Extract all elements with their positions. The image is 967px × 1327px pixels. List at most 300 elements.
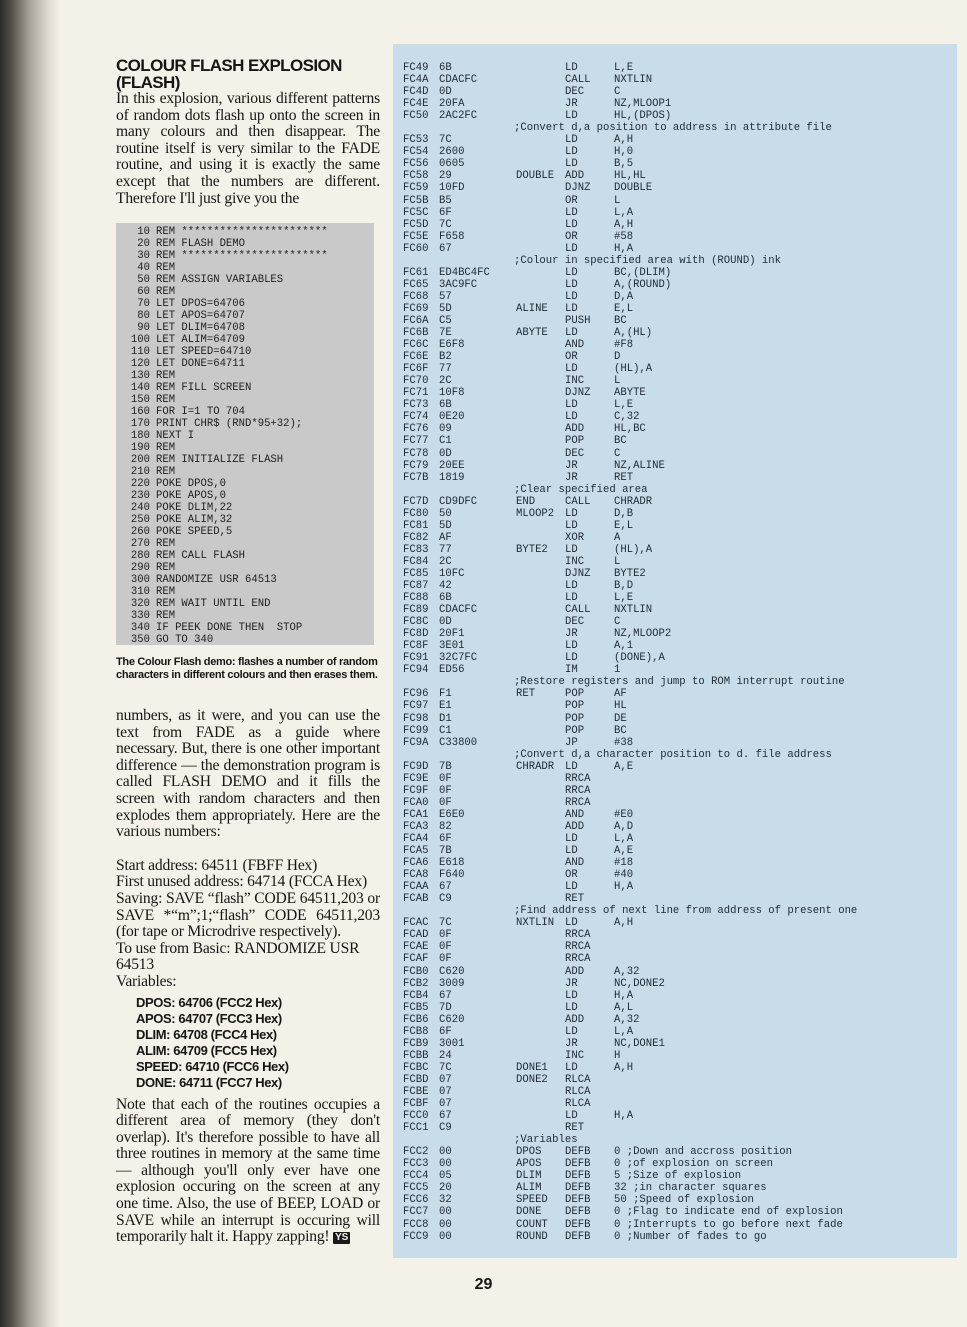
asm-operand: RET <box>614 471 634 484</box>
basic-line <box>116 502 374 514</box>
asm-line <box>403 1074 953 1086</box>
asm-label: COUNT <box>516 1218 548 1231</box>
asm-hex-bytes: C1 <box>439 435 452 448</box>
asm-operand: C <box>614 86 621 99</box>
asm-opcode: DEFB <box>565 1182 591 1195</box>
asm-hex-bytes: 2AC2FC <box>439 110 478 123</box>
basic-line <box>116 406 374 418</box>
line-statement: POKE DPOS,0 <box>156 478 226 490</box>
asm-opcode: LD <box>565 507 578 520</box>
asm-hex-bytes: 6B <box>439 62 452 74</box>
asm-address: FC83 <box>403 543 429 556</box>
line-statement: RANDOMIZE USR 64513 <box>156 574 277 586</box>
asm-operand: NXTLIN <box>614 74 653 87</box>
asm-hex-bytes: 7C <box>439 917 452 930</box>
line-statement: NEXT I <box>156 430 195 442</box>
basic-line <box>116 442 374 454</box>
asm-address: FC97 <box>403 700 429 713</box>
asm-operand: A,32 <box>614 965 640 978</box>
asm-address: FC6A <box>403 314 429 327</box>
asm-opcode: DJNZ <box>565 387 591 400</box>
asm-line <box>403 387 953 399</box>
asm-line <box>403 1219 953 1231</box>
asm-hex-bytes: E618 <box>439 857 465 870</box>
asm-opcode: POP <box>565 688 585 701</box>
asm-hex-bytes: 3001 <box>439 1037 465 1050</box>
asm-opcode: LD <box>565 411 578 424</box>
asm-address: FC6F <box>403 363 429 376</box>
asm-address: FC73 <box>403 399 429 412</box>
basic-line <box>116 586 374 598</box>
asm-hex-bytes: C9 <box>439 1122 452 1135</box>
asm-hex-bytes: 24 <box>439 1049 452 1062</box>
asm-opcode: INC <box>565 1049 585 1062</box>
asm-address: FC6B <box>403 327 429 340</box>
asm-opcode: OR <box>565 194 578 207</box>
asm-opcode: JR <box>565 459 578 472</box>
asm-operand: L,A <box>614 206 634 219</box>
asm-opcode: CALL <box>565 604 591 617</box>
asm-address: FCC6 <box>403 1194 429 1207</box>
basic-line <box>116 466 374 478</box>
basic-line <box>116 334 374 346</box>
basic-line <box>116 346 374 358</box>
line-number: 160 <box>130 406 150 418</box>
asm-line <box>403 821 953 833</box>
asm-opcode: LD <box>565 158 578 171</box>
asm-hex-bytes: 7E <box>439 327 452 340</box>
asm-label: RET <box>516 688 536 701</box>
line-statement: REM <box>156 538 176 550</box>
asm-line <box>403 833 953 845</box>
asm-address: FC68 <box>403 290 429 303</box>
basic-usage: To use from Basic: RANDOMIZE USR 64513 <box>116 939 360 974</box>
asm-address: FC9E <box>403 772 429 785</box>
asm-opcode: ADD <box>565 820 585 833</box>
line-number: 70 <box>137 298 150 310</box>
asm-address: FC6E <box>403 351 429 364</box>
asm-address: FC77 <box>403 435 429 448</box>
basic-line <box>116 430 374 442</box>
asm-hex-bytes: 0F <box>439 929 452 942</box>
asm-opcode: INC <box>565 555 585 568</box>
asm-hex-bytes: 0E20 <box>439 411 465 424</box>
asm-opcode: DEFB <box>565 1158 591 1171</box>
asm-line <box>403 243 953 255</box>
asm-hex-bytes: 7C <box>439 218 452 231</box>
asm-hex-bytes: 42 <box>439 580 452 593</box>
asm-operand: 32 ;in character squares <box>614 1182 767 1195</box>
asm-operand: A,E <box>614 845 634 858</box>
line-number: 340 <box>130 622 150 634</box>
asm-line <box>403 86 953 98</box>
line-statement: REM <box>156 262 176 274</box>
line-number: 330 <box>130 610 150 622</box>
asm-address: FCAF <box>403 953 429 966</box>
asm-opcode: LD <box>565 206 578 219</box>
asm-hex-bytes: 57 <box>439 290 452 303</box>
asm-operand: L,E <box>614 592 634 605</box>
asm-address: FC89 <box>403 604 429 617</box>
asm-opcode: ADD <box>565 170 585 183</box>
asm-address: FCB4 <box>403 989 429 1002</box>
asm-address: FCA3 <box>403 820 429 833</box>
asm-address: FC7D <box>403 495 429 508</box>
asm-comment-line <box>403 484 953 496</box>
asm-address: FC5E <box>403 230 429 243</box>
asm-opcode: JR <box>565 977 578 990</box>
basic-line <box>116 298 374 310</box>
asm-label: DONE1 <box>516 1061 548 1074</box>
asm-address: FC96 <box>403 688 429 701</box>
asm-line <box>403 303 953 315</box>
asm-line <box>403 893 953 905</box>
asm-line <box>403 219 953 231</box>
asm-line <box>403 809 953 821</box>
line-statement: REM <box>156 610 176 622</box>
asm-label: ALINE <box>516 302 548 315</box>
asm-line <box>403 146 953 158</box>
asm-address: FC54 <box>403 146 429 159</box>
line-statement: POKE ALIM,32 <box>156 514 233 526</box>
asm-operand: L <box>614 555 621 568</box>
asm-address: FCC1 <box>403 1122 429 1135</box>
variable-item: ALIM: 64709 (FCC5 Hex) <box>136 1042 277 1058</box>
asm-address: FCA6 <box>403 857 429 870</box>
asm-hex-bytes: 67 <box>439 1110 452 1123</box>
asm-opcode: LD <box>565 845 578 858</box>
asm-operand: NC,DONE2 <box>614 977 665 990</box>
asm-operand: 1 <box>614 664 621 677</box>
asm-hex-bytes: C1 <box>439 724 452 737</box>
asm-hex-bytes: D1 <box>439 712 452 725</box>
asm-line <box>403 279 953 291</box>
asm-hex-bytes: 10FC <box>439 567 465 580</box>
asm-operand: NXTLIN <box>614 604 653 617</box>
asm-operand: AF <box>614 688 627 701</box>
asm-line <box>403 74 953 86</box>
asm-opcode: JR <box>565 471 578 484</box>
basic-line <box>116 394 374 406</box>
line-statement: REM <box>156 442 176 454</box>
asm-hex-bytes: 77 <box>439 363 452 376</box>
basic-listing <box>116 223 374 645</box>
asm-hex-bytes: CD9DFC <box>439 495 478 508</box>
asm-address: FCC3 <box>403 1158 429 1171</box>
page-spine-shadow <box>0 0 60 1327</box>
line-number: 30 <box>137 250 150 262</box>
asm-opcode: LD <box>565 640 578 653</box>
asm-opcode: LD <box>565 1025 578 1038</box>
asm-address: FC5C <box>403 206 429 219</box>
asm-opcode: POP <box>565 724 585 737</box>
line-number: 210 <box>130 466 150 478</box>
asm-line <box>403 1050 953 1062</box>
asm-opcode: RRCA <box>565 953 591 966</box>
asm-comment-line <box>403 676 953 688</box>
body-paragraph: numbers, as it were, and you can use the text from FADE as a guide where necessary. But, there is one other important difference — the demonstration program is called FLASH DEMO and it fills the screen with random characters and then explodes them appropriately. Here are the various numbers: <box>116 707 380 841</box>
asm-line <box>403 725 953 737</box>
asm-address: FCB5 <box>403 1001 429 1014</box>
asm-hex-bytes: E6F8 <box>439 339 465 352</box>
asm-hex-bytes: 07 <box>439 1073 452 1086</box>
asm-opcode: CALL <box>565 74 591 87</box>
asm-operand: B,D <box>614 580 634 593</box>
asm-comment: ;Colour in specified area with (ROUND) ink <box>514 254 782 267</box>
asm-line <box>403 628 953 640</box>
asm-opcode: DEFB <box>565 1194 591 1207</box>
asm-address: FCC7 <box>403 1206 429 1219</box>
asm-line <box>403 423 953 435</box>
asm-operand: A <box>614 531 621 544</box>
asm-opcode: DEC <box>565 447 585 460</box>
asm-address: FCA0 <box>403 796 429 809</box>
asm-operand: A,1 <box>614 640 634 653</box>
asm-address: FCBC <box>403 1061 429 1074</box>
basic-line <box>116 610 374 622</box>
asm-hex-bytes: ED56 <box>439 664 465 677</box>
asm-hex-bytes: 3009 <box>439 977 465 990</box>
asm-line <box>403 929 953 941</box>
asm-hex-bytes: 7B <box>439 760 452 773</box>
asm-address: FCAB <box>403 893 429 906</box>
asm-opcode: RRCA <box>565 784 591 797</box>
variable-item: SPEED: 64710 (FCC6 Hex) <box>136 1058 289 1074</box>
asm-label: END <box>516 495 536 508</box>
line-statement: IF PEEK DONE THEN STOP <box>156 622 303 634</box>
asm-line <box>403 1038 953 1050</box>
asm-opcode: LD <box>565 278 578 291</box>
asm-line <box>403 435 953 447</box>
basic-line <box>116 418 374 430</box>
asm-hex-bytes: 20EE <box>439 459 465 472</box>
asm-line <box>403 966 953 978</box>
asm-opcode: LD <box>565 242 578 255</box>
asm-comment-line <box>403 255 953 267</box>
asm-opcode: RET <box>565 1122 585 1135</box>
asm-address: FCAC <box>403 917 429 930</box>
asm-hex-bytes: AF <box>439 531 452 544</box>
asm-line <box>403 761 953 773</box>
basic-line <box>116 514 374 526</box>
asm-opcode: RRCA <box>565 772 591 785</box>
asm-line <box>403 98 953 110</box>
line-statement: REM *********************** <box>156 250 328 262</box>
asm-operand: A,H <box>614 134 634 147</box>
asm-operand: NZ,MLOOP1 <box>614 98 672 111</box>
asm-line <box>403 1098 953 1110</box>
asm-address: FC5B <box>403 194 429 207</box>
asm-line <box>403 472 953 484</box>
asm-opcode: LD <box>565 290 578 303</box>
basic-line <box>116 454 374 466</box>
asm-operand: L <box>614 375 621 388</box>
asm-hex-bytes: 07 <box>439 1085 452 1098</box>
asm-line <box>403 580 953 592</box>
asm-address: FC70 <box>403 375 429 388</box>
intro-paragraph: In this explosion, various different patterns of random dots flash up onto the screen in many colours and then disappear. The routine itself is very similar to the FADE routine, and using it is exactly the same except that the numbers are different. Therefore I'll just give you the <box>116 90 380 207</box>
asm-line <box>403 327 953 339</box>
asm-line <box>403 231 953 243</box>
asm-opcode: RRCA <box>565 929 591 942</box>
asm-opcode: LD <box>565 218 578 231</box>
asm-operand: A,(ROUND) <box>614 278 672 291</box>
basic-line <box>116 598 374 610</box>
asm-line <box>403 652 953 664</box>
basic-line <box>116 634 374 646</box>
asm-line <box>403 315 953 327</box>
asm-hex-bytes: 10FD <box>439 182 465 195</box>
asm-line <box>403 737 953 749</box>
asm-line <box>403 941 953 953</box>
line-statement: LET DPOS=64706 <box>156 298 246 310</box>
asm-comment: ;Variables <box>514 1134 578 1147</box>
asm-opcode: RLCA <box>565 1073 591 1086</box>
asm-operand: HL <box>614 700 627 713</box>
asm-operand: A,(HL) <box>614 327 653 340</box>
asm-opcode: LD <box>565 1110 578 1123</box>
asm-line <box>403 1026 953 1038</box>
variables-list <box>136 995 380 1091</box>
asm-hex-bytes: 05 <box>439 1170 452 1183</box>
basic-line <box>116 262 374 274</box>
asm-address: FCB2 <box>403 977 429 990</box>
asm-opcode: RLCA <box>565 1098 591 1111</box>
asm-opcode: RRCA <box>565 796 591 809</box>
line-statement: POKE SPEED,5 <box>156 526 233 538</box>
asm-operand: HL,HL <box>614 170 646 183</box>
asm-operand: 0 ;Number of fades to go <box>614 1230 767 1243</box>
line-statement: REM <box>156 466 176 478</box>
asm-operand: (HL),A <box>614 363 653 376</box>
asm-line <box>403 881 953 893</box>
asm-opcode: AND <box>565 857 585 870</box>
asm-line <box>403 508 953 520</box>
asm-address: FC81 <box>403 519 429 532</box>
asm-opcode: ADD <box>565 423 585 436</box>
asm-label: DLIM <box>516 1170 542 1183</box>
line-statement: GO TO 340 <box>156 634 214 646</box>
asm-opcode: DJNZ <box>565 567 591 580</box>
asm-opcode: DEFB <box>565 1146 591 1159</box>
asm-line <box>403 520 953 532</box>
basic-line <box>116 250 374 262</box>
asm-opcode: LD <box>565 592 578 605</box>
asm-hex-bytes: C33800 <box>439 736 478 749</box>
asm-label: SPEED <box>516 1194 548 1207</box>
asm-hex-bytes: ED4BC4FC <box>439 266 490 279</box>
asm-address: FC98 <box>403 712 429 725</box>
asm-line <box>403 1014 953 1026</box>
asm-address: FC9D <box>403 760 429 773</box>
asm-opcode: AND <box>565 808 585 821</box>
asm-label: ABYTE <box>516 327 548 340</box>
line-statement: REM INITIALIZE FLASH <box>156 454 284 466</box>
asm-comment-line <box>403 1134 953 1146</box>
asm-opcode: ADD <box>565 1013 585 1026</box>
asm-address: FC50 <box>403 110 429 123</box>
asm-operand: #38 <box>614 736 634 749</box>
asm-operand: NZ,MLOOP2 <box>614 628 672 641</box>
asm-operand: NZ,ALINE <box>614 459 665 472</box>
asm-line <box>403 713 953 725</box>
asm-address: FC78 <box>403 447 429 460</box>
line-number: 110 <box>130 346 150 358</box>
line-number: 150 <box>130 394 150 406</box>
asm-operand: D,B <box>614 507 634 520</box>
asm-line <box>403 785 953 797</box>
variable-item: DLIM: 64708 (FCC4 Hex) <box>136 1026 277 1042</box>
asm-opcode: LD <box>565 146 578 159</box>
asm-line <box>403 1194 953 1206</box>
asm-hex-bytes: 77 <box>439 543 452 556</box>
asm-operand: #58 <box>614 230 634 243</box>
asm-operand: 0 ;Flag to indicate end of explosion <box>614 1206 843 1219</box>
asm-opcode: RET <box>565 893 585 906</box>
asm-operand: DE <box>614 712 627 725</box>
basic-line <box>116 274 374 286</box>
asm-opcode: POP <box>565 712 585 725</box>
line-statement: REM <box>156 586 176 598</box>
asm-label: DOUBLE <box>516 170 555 183</box>
asm-hex-bytes: 0F <box>439 772 452 785</box>
asm-hex-bytes: 07 <box>439 1098 452 1111</box>
asm-address: FC65 <box>403 278 429 291</box>
asm-address: FC6C <box>403 339 429 352</box>
line-number: 90 <box>137 322 150 334</box>
asm-comment: ;Convert d,a position to address in attribute file <box>514 122 832 135</box>
asm-hex-bytes: 3AC9FC <box>439 278 478 291</box>
asm-operand: #40 <box>614 869 634 882</box>
asm-address: FCA8 <box>403 869 429 882</box>
asm-opcode: RRCA <box>565 941 591 954</box>
asm-opcode: LD <box>565 917 578 930</box>
asm-opcode: LD <box>565 399 578 412</box>
asm-operand: A,H <box>614 917 634 930</box>
asm-operand: BC,(DLIM) <box>614 266 672 279</box>
asm-hex-bytes: 0605 <box>439 158 465 171</box>
line-number: 20 <box>137 238 150 250</box>
asm-line <box>403 1122 953 1134</box>
asm-line <box>403 267 953 279</box>
basic-line <box>116 370 374 382</box>
closing-paragraph <box>116 1097 380 1246</box>
asm-line <box>403 1146 953 1158</box>
asm-opcode: LD <box>565 266 578 279</box>
line-number: 270 <box>130 538 150 550</box>
asm-comment-line <box>403 749 953 761</box>
asm-operand: A,H <box>614 218 634 231</box>
asm-address: FC5D <box>403 218 429 231</box>
asm-address: FC49 <box>403 62 429 74</box>
asm-line <box>403 857 953 869</box>
asm-address: FC7B <box>403 471 429 484</box>
asm-line <box>403 375 953 387</box>
variable-item: DPOS: 64706 (FCC2 Hex) <box>136 994 282 1010</box>
asm-line <box>403 182 953 194</box>
asm-line <box>403 532 953 544</box>
asm-hex-bytes: 3E01 <box>439 640 465 653</box>
asm-line <box>403 544 953 556</box>
asm-address: FC9F <box>403 784 429 797</box>
asm-line <box>403 592 953 604</box>
line-number: 190 <box>130 442 150 454</box>
asm-address: FC53 <box>403 134 429 147</box>
asm-hex-bytes: 0F <box>439 784 452 797</box>
asm-hex-bytes: 20F1 <box>439 628 465 641</box>
asm-line <box>403 616 953 628</box>
line-statement: LET DONE=64711 <box>156 358 246 370</box>
